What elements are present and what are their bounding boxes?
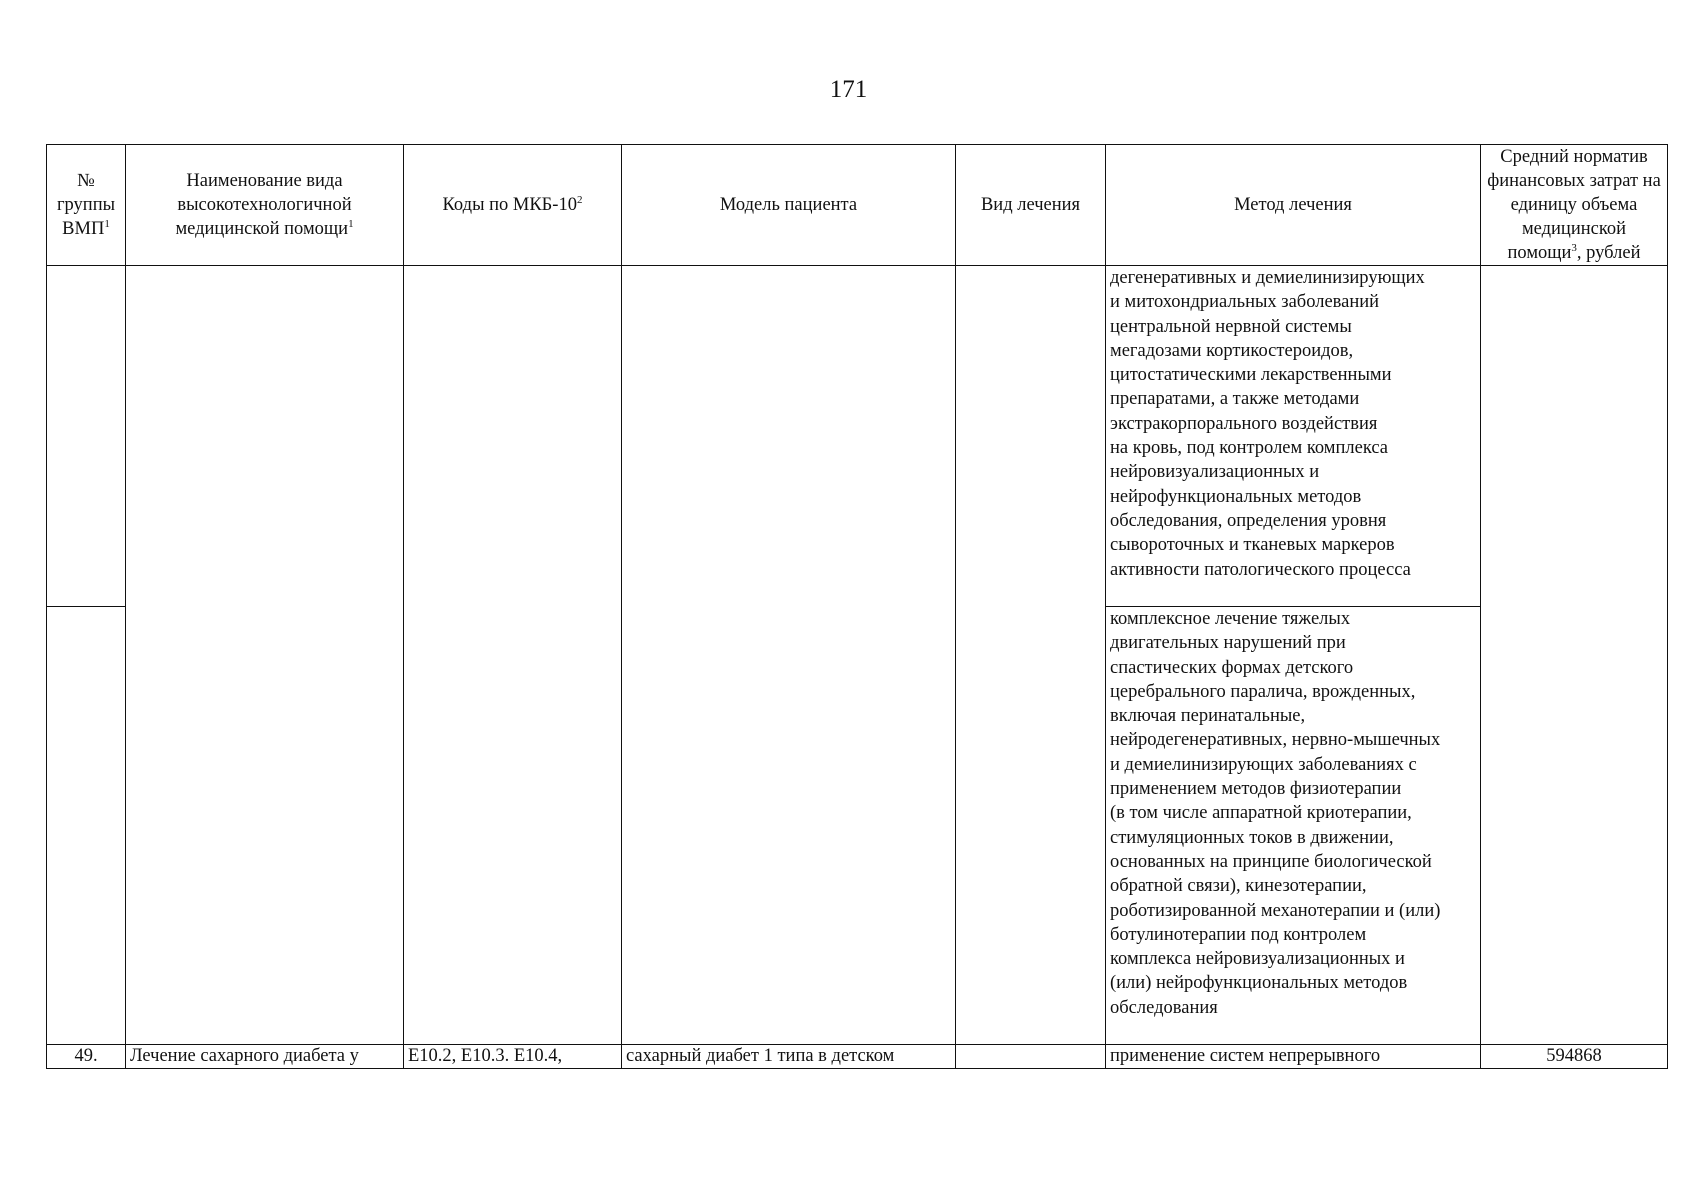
cell-treatment-method: применение систем непрерывного [1106,1045,1481,1069]
medical-care-table [46,144,1668,1069]
header-group-no: № группы ВМП$^1$ [47,145,126,266]
header-treatment-type: Вид лечения [956,145,1106,266]
table-header-row [47,145,1668,266]
cell-treatment-type [956,1045,1106,1069]
cell-care-type-name [126,266,404,1045]
page-number: 171 [829,76,868,103]
cell-icd-codes [404,266,622,1045]
cell-avg-cost [1481,266,1668,1045]
table-row [47,266,1668,607]
cell-group-no [47,266,126,607]
cell-treatment-type [956,266,1106,1045]
header-treatment-method: Метод лечения [1106,145,1481,266]
cell-group-no [47,607,126,1045]
header-patient-model: Модель пациента [622,145,956,266]
header-care-type-name: Наименование вида высокотехнологичной медицинской помощи$^1$ [126,145,404,266]
table-row [47,1045,1668,1069]
header-icd-codes: Коды по МКБ-$10^2$ [404,145,622,266]
cell-treatment-method-1: дегенеративных и демиелинизирующих и митохондриальных заболеваний центральной нервной системы мегадозами кортикостероидов, цитостатическими лекарственными препаратами, а также методами экстракорпорального воздействия на кровь, под контролем комплекса нейровизуализационных и нейрофункциональных методов обследования, определения уровня сывороточных и тканевых маркеров активности патологического процесса [1106,266,1481,607]
cell-avg-cost: 594868 [1481,1045,1668,1069]
cell-treatment-method-2: комплексное лечение тяжелых двигательных нарушений при спастических формах детского церебрального паралича, врожденных, включая перинатальные, нейродегенеративных, нервно-мышечных и демиелинизирующих заболеваниях с применением методов физиотерапии (в том числе аппаратной криотерапии, стимуляционных токов в движении, основанных на принципе биологической обратной связи), кинезотерапии, роботизированной механотерапии и (или) ботулинотерапии под контролем комплекса нейровизуализационных и (или) нейрофункциональных методов обследования [1106,607,1481,1045]
cell-patient-model: сахарный диабет 1 типа в детском [622,1045,956,1069]
cell-patient-model [622,266,956,1045]
cell-care-type-name: Лечение сахарного диабета у [126,1045,404,1069]
header-avg-cost: Средний норматив финансовых затрат на единицу объема медицинской помощи$^3$, рублей [1481,145,1668,266]
cell-group-no: 49. [47,1045,126,1069]
cell-icd-codes: E10.2, E10.3. E10.4, [404,1045,622,1069]
